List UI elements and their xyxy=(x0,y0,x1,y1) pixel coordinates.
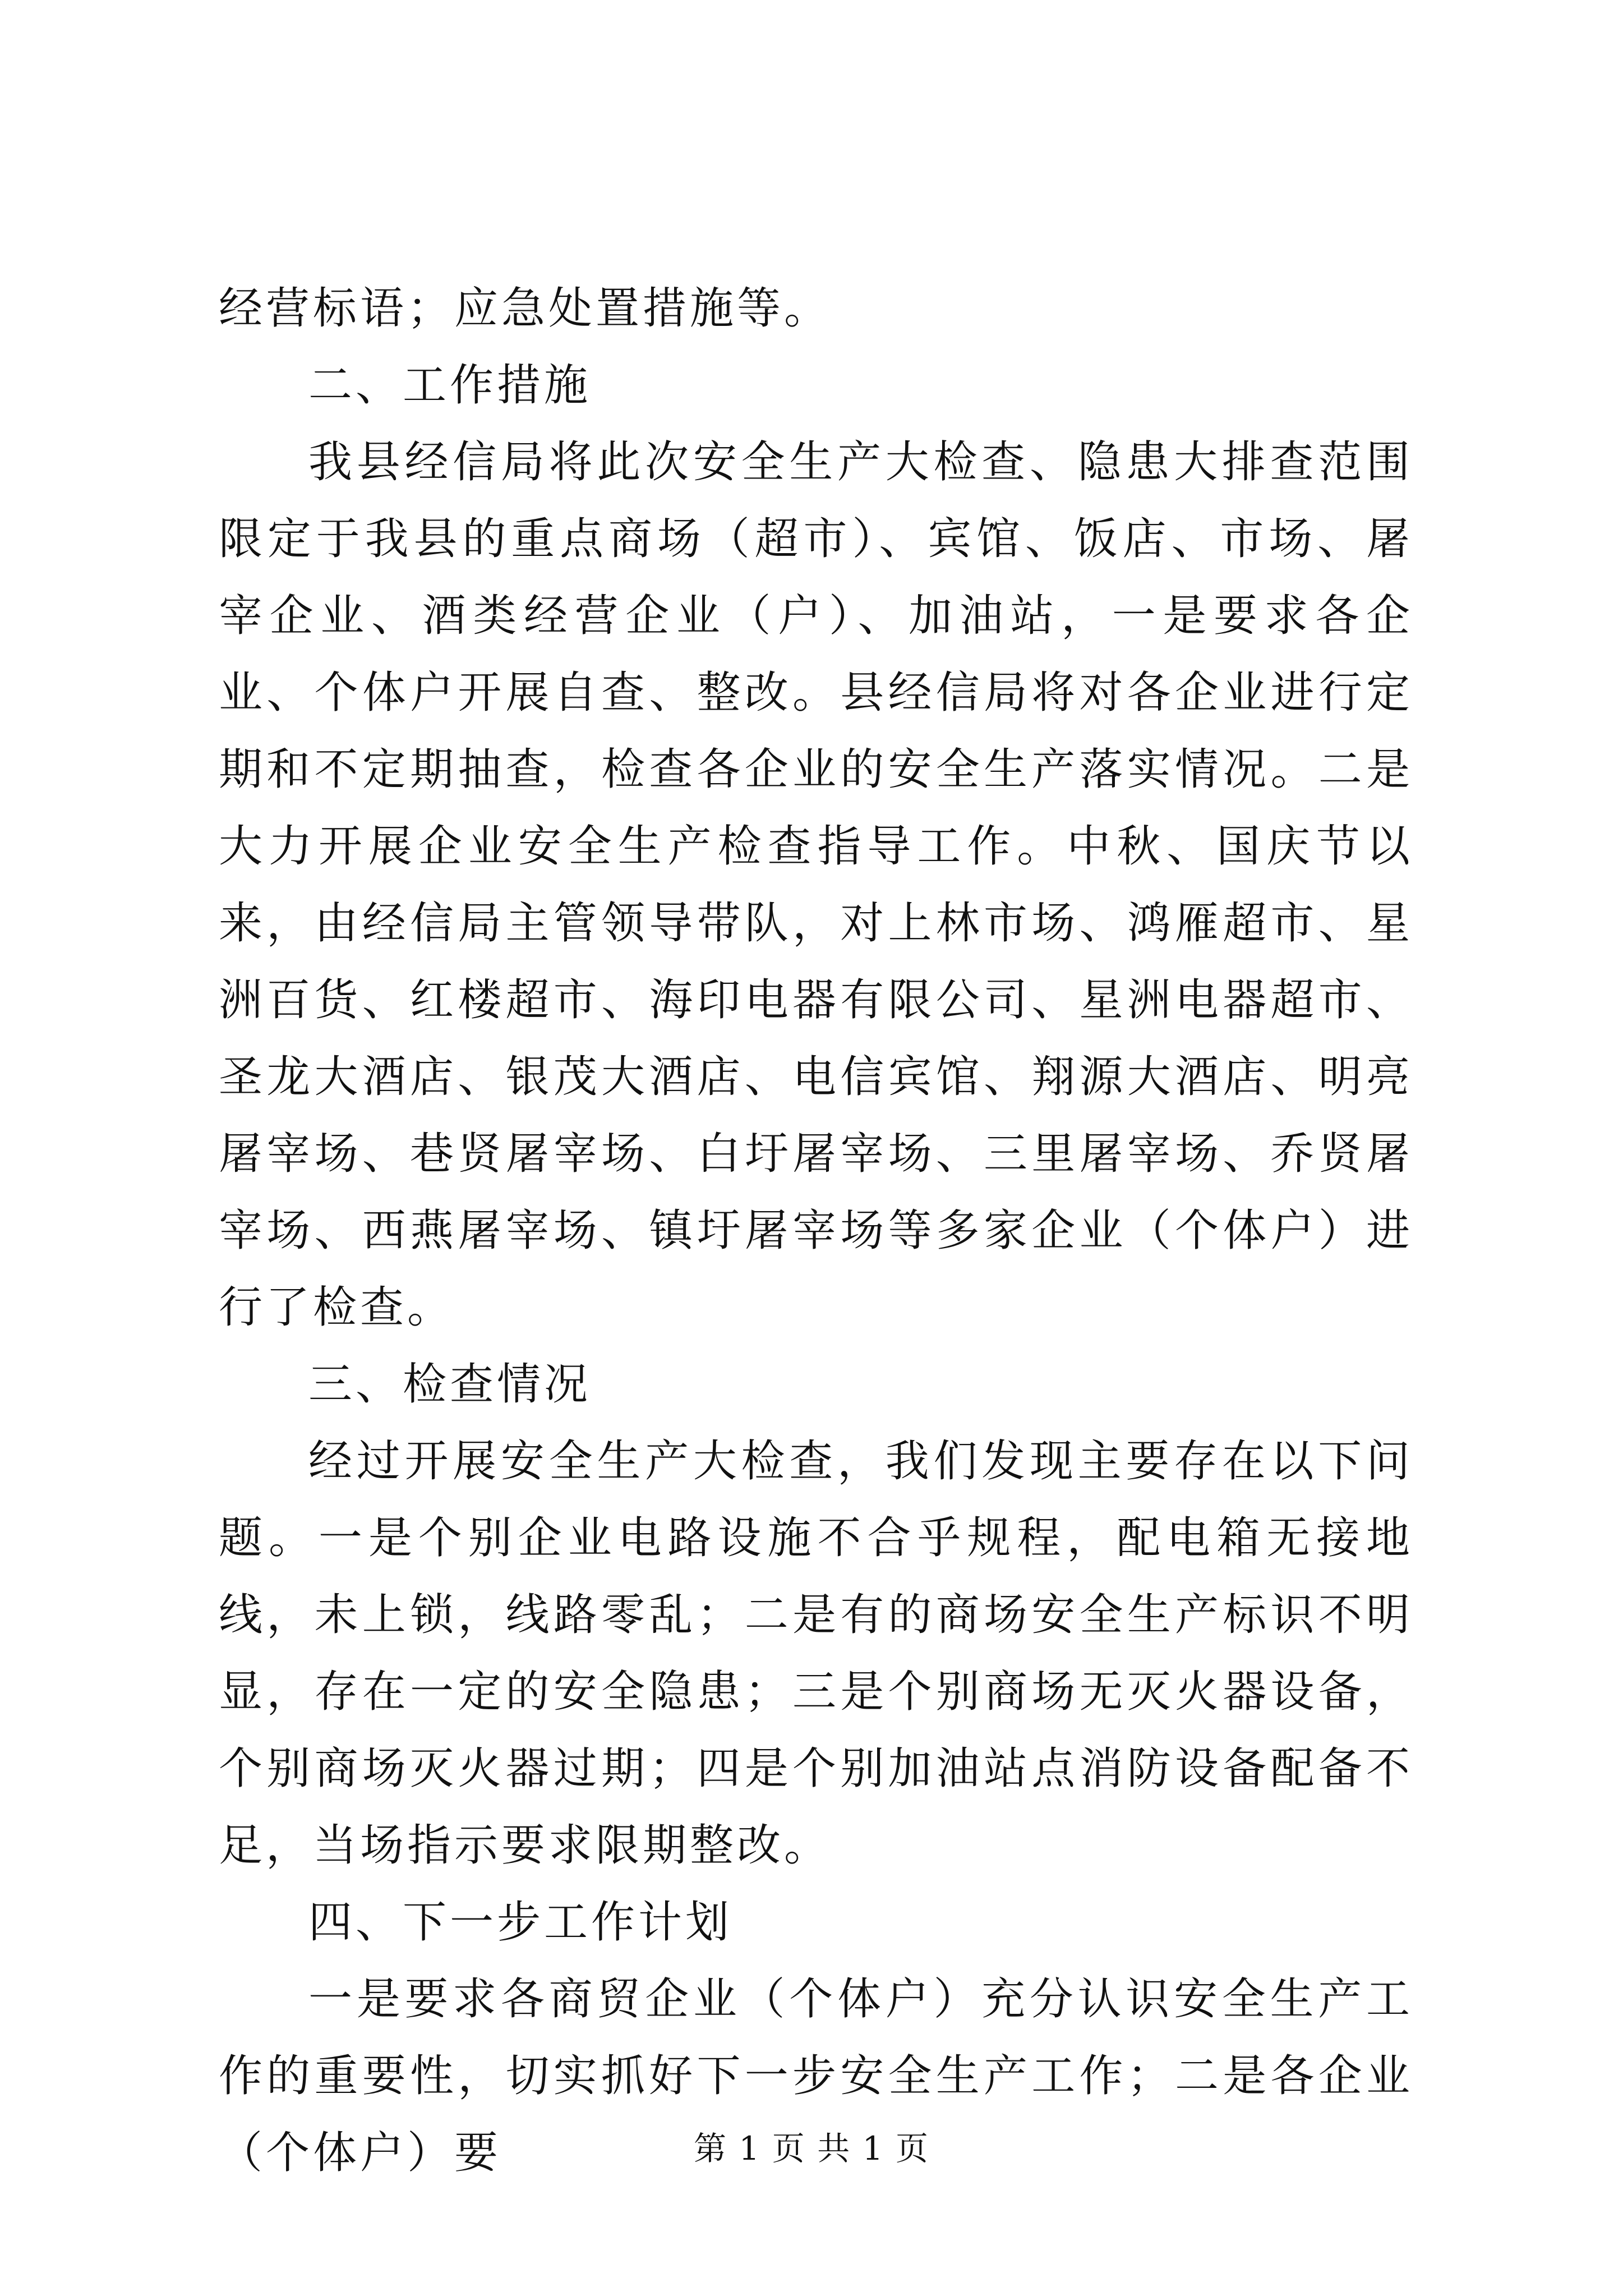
paragraph-inspection: 经过开展安全生产大检查，我们发现主要存在以下问题。一是个别企业电路设施不合乎规程，配电箱无接地线，未上锁，线路零乱；二是有的商场安全生产标识不明显，存在一定的安全隐患；三是个别商场无灭火器设备，个别商场灭火器过期；四是个别加油站点消防设备配备不足，当场指示要求限期整改。 xyxy=(219,1436,1413,1871)
page-number-footer: 第 1 页 共 1 页 xyxy=(694,2129,929,2168)
section-heading-next-plan: 四、下一步工作计划 xyxy=(308,1897,733,1948)
document-body xyxy=(219,270,1413,2192)
paragraph-next-plan: 一是要求各商贸企业（个体户）充分认识安全生产工作的重要性，切实抓好下一步安全生产工作；二是各企业（个体户）要 xyxy=(219,1974,1413,2178)
section-heading-measures: 二、工作措施 xyxy=(308,360,592,411)
paragraph-measures: 我县经信局将此次安全生产大检查、隐患大排查范围限定于我县的重点商场（超市）、宾馆、饭店、市场、屠宰企业、酒类经营企业（户）、加油站，一是要求各企业、个体户开展自查、整改。县经信局将对各企业进行定期和不定期抽查，检查各企业的安全生产落实情况。二是大力开展企业安全生产检查指导工作。中秋、国庆节以来，由经信局主管领导带队，对上林市场、鸿雁超市、星洲百货、红楼超市、海印电器有限公司、星洲电器超市、圣龙大酒店、银茂大酒店、电信宾馆、翔源大酒店、明亮屠宰场、巷贤屠宰场、白圩屠宰场、三里屠宰场、乔贤屠宰场、西燕屠宰场、镇圩屠宰场等多家企业（个体户）进行了检查。 xyxy=(219,437,1413,1333)
section-heading-inspection: 三、检查情况 xyxy=(308,1359,592,1410)
paragraph-continuation: 经营标语；应急处置措施等。 xyxy=(219,283,832,334)
